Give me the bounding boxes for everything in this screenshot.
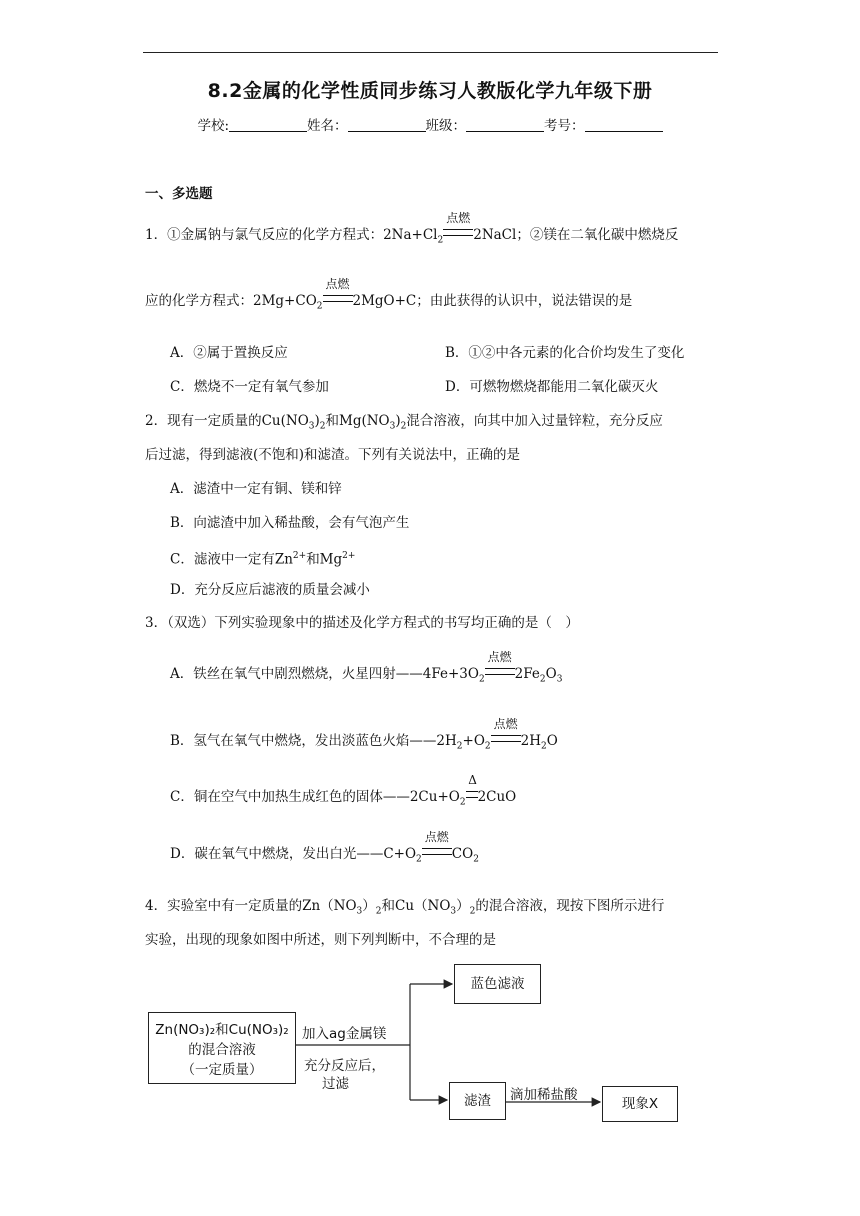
section-title: 一、多选题 <box>145 186 213 202</box>
filter-residue-box: 滤渣 <box>449 1082 506 1120</box>
add-magnesium-label: 加入ag金属镁 <box>302 1026 387 1042</box>
name-label: 姓名： <box>307 118 348 134</box>
school-label: 学校: <box>197 118 230 134</box>
react-filter-label-2: 过滤 <box>322 1076 349 1092</box>
q1-option-a[interactable]: A．②属于置换反应 <box>170 345 288 361</box>
q2-option-b[interactable]: B．向滤渣中加入稀盐酸，会有气泡产生 <box>170 515 410 531</box>
q3-option-b[interactable]: B．氢气在氧气中燃烧，发出淡蓝色火焰$——2H_2+O_2$ 点燃 $2H_2O$ <box>170 717 558 752</box>
reaction-condition: Δ <box>466 788 478 806</box>
class-label: 班级： <box>425 118 467 134</box>
reaction-condition: 点燃 <box>491 732 521 750</box>
q2-option-d[interactable]: D．充分反应后滤液的质量会减小 <box>170 582 370 598</box>
q1-option-c[interactable]: C．燃烧不一定有氧气参加 <box>170 379 329 395</box>
q4-line1: 4．实验室中有一定质量的$Zn(NO_3)_2$和$Cu(NO_3)_2$的混合溶液，现按下图所示进行 <box>145 898 665 917</box>
page-title: 8.2金属的化学性质同步练习人教版化学九年级下册 <box>207 80 653 102</box>
q1-line2: 应的化学方程式：$2Mg+CO_2$ 点燃 2MgO+C；由此获得的认识中，说法错误的是 <box>145 277 633 312</box>
q3-stem: 3．（双选）下列实验现象中的描述及化学方程式的书写均正确的是（ ） <box>145 615 579 631</box>
q2-option-a[interactable]: A．滤渣中一定有铜、镁和锌 <box>170 481 342 497</box>
q2-line2: 后过滤，得到滤液(不饱和)和滤渣。下列有关说法中，正确的是 <box>145 447 521 463</box>
reaction-condition: 点燃 <box>422 845 452 863</box>
reaction-condition: 点燃 <box>323 292 353 310</box>
add-acid-label: 滴加稀盐酸 <box>510 1087 578 1103</box>
blue-filtrate-box: 蓝色滤液 <box>454 964 541 1004</box>
phenomenon-x-box: 现象X <box>602 1086 678 1122</box>
mixed-solution-box: Zn(NO₃)₂和Cu(NO₃)₂ 的混合溶液 （一定质量） <box>148 1012 296 1084</box>
q3-option-c[interactable]: C．铜在空气中加热生成红色的固体$——2Cu+O_2$ Δ 2CuO <box>170 773 517 808</box>
reaction-condition: 点燃 <box>485 665 515 683</box>
q2-option-c[interactable]: C．滤液中一定有$Zn^{2+}$和$Mg^{2+}$ <box>170 551 356 568</box>
q1-option-d[interactable]: D．可燃物燃烧都能用二氧化碳灭火 <box>445 379 659 395</box>
q2-line1: 2．现有一定质量的$Cu(NO_3)_2$和$Mg(NO_3)_2$混合溶液，向其中加入过量锌粒，充分反应 <box>145 413 663 432</box>
q3-option-a[interactable]: A．铁丝在氧气中剧烈燃烧，火星四射$——4Fe+3O_2$ 点燃 $2Fe_2O_3$ <box>170 650 563 685</box>
react-filter-label-1: 充分反应后， <box>304 1058 385 1074</box>
q4-line2: 实验，出现的现象如图中所述，则下列判断中，不合理的是 <box>145 932 496 948</box>
reaction-condition: 点燃 <box>443 226 473 244</box>
q1-line1: 1．①金属钠与氯气反应的化学方程式：$2Na+Cl_2$ 点燃 2NaCl；②镁在二氧化碳中燃烧反 <box>145 211 679 246</box>
q1-option-b[interactable]: B．①②中各元素的化合价均发生了变化 <box>445 345 685 361</box>
q3-option-d[interactable]: D．碳在氧气中燃烧，发出白光$——C+O_2$ 点燃 $CO_2$ <box>170 830 479 865</box>
number-label: 考号： <box>544 118 585 134</box>
